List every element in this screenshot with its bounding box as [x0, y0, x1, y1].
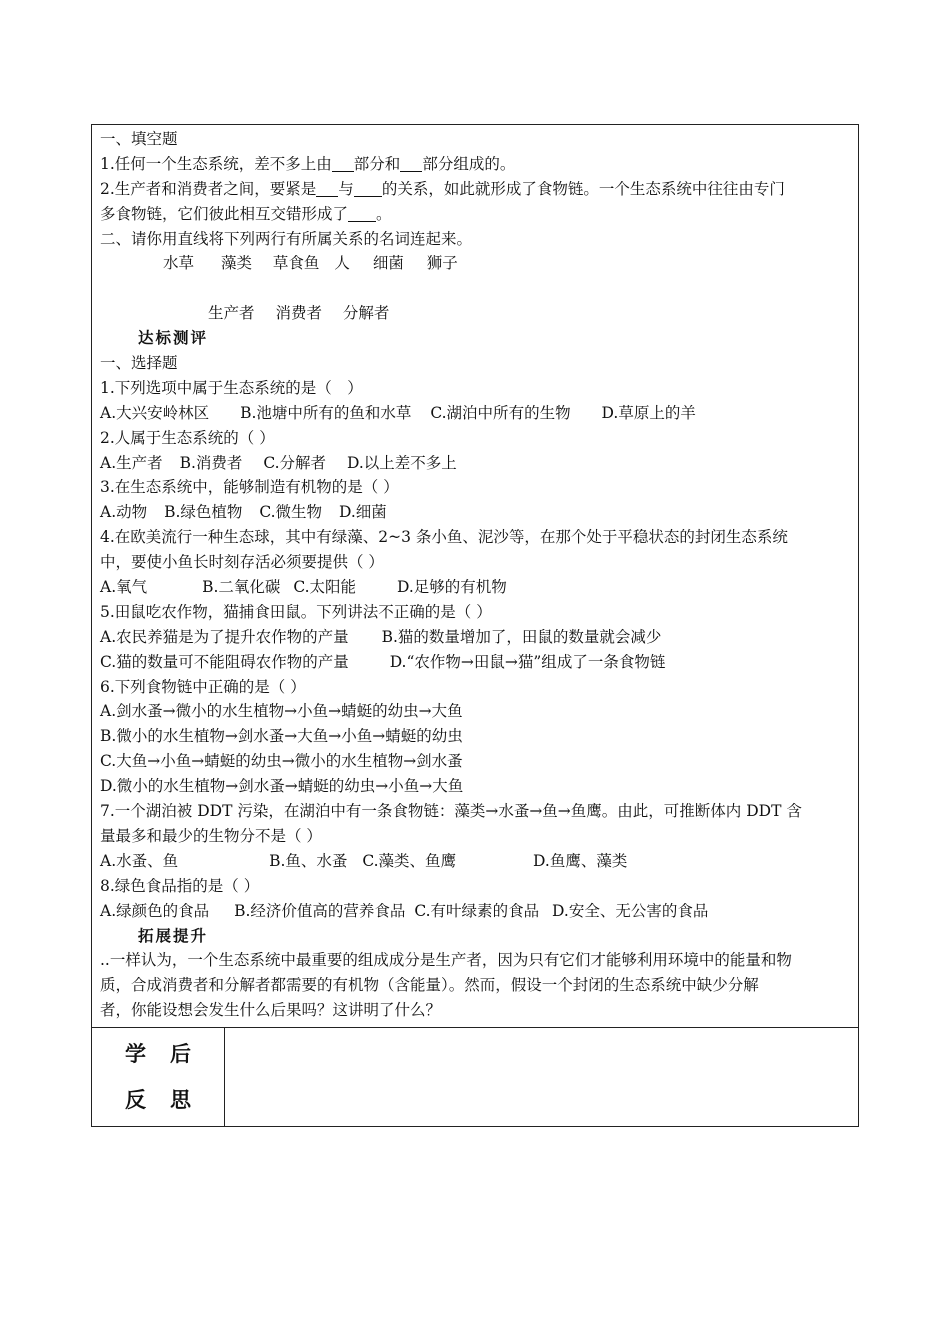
question-1: 1.下列选项中属于生态系统的是（ ）: [100, 378, 363, 397]
question-6: 6.下列食物链中正确的是（ ）: [100, 677, 306, 696]
question-5-options-cd: C.猫的数量可不能阻碍农作物的产量 D.“农作物→田鼠→猫”组成了一条食物链: [100, 652, 666, 671]
fill-blank-heading: 一、填空题: [100, 130, 178, 148]
question-4: 4.在欧美流行一种生态球，其中有绿藻、2~3 条小鱼、泥沙等，在那个处于平稳状态的封闭生态系统: [100, 528, 788, 547]
reflection-label: 学后 反思: [92, 1028, 225, 1126]
question-1-options: A.大兴安岭林区 B.池塘中所有的鱼和水草 C.湖泊中所有的生物 D.草原上的羊: [100, 403, 696, 422]
question-6-option-b: B.微小的水生植物→剑水蚤→大鱼→小鱼→蜻蜓的幼虫: [100, 727, 463, 746]
question-2-options: A.生产者 B.消费者 C.分解者 D.以上差不多上: [100, 453, 457, 472]
question-5: 5.田鼠吃农作物，猫捕食田鼠。下列讲法不正确的是（ ）: [100, 602, 492, 621]
question-4-cont: 中，要使小鱼长时刻存活必须要提供（ ）: [100, 553, 384, 572]
question-3-options: A.动物 B.绿色植物 C.微生物 D.细菌: [100, 503, 387, 522]
question-6-option-a: A.剑水蚤→微小的水生植物→小鱼→蜻蜓的幼虫→大鱼: [100, 702, 463, 721]
question-2: 2.人属于生态系统的（ ）: [100, 428, 275, 447]
question-6-option-c: C.大鱼→小鱼→蜻蜓的幼虫→微小的水生植物→剑水蚤: [100, 752, 463, 771]
answer-blank[interactable]: [354, 180, 382, 197]
matching-bottom-row: 生产者 消费者 分解者: [208, 304, 390, 323]
question-4-options: A.氧气 B.二氧化碳 C.太阳能 D.足够的有机物: [100, 578, 507, 597]
question-7-cont: 量最多和最少的生物分不是（ ）: [100, 826, 322, 845]
question-3: 3.在生态系统中，能够制造有机物的是（ ）: [100, 478, 399, 497]
extension-paragraph-3: 者，你能设想会发生什么后果吗？这讲明了什么？: [100, 1001, 442, 1020]
answer-blank[interactable]: [348, 205, 376, 222]
question-5-options-ab: A.农民养猫是为了提升农作物的产量 B.猫的数量增加了，田鼠的数量就会减少: [100, 627, 662, 646]
reflection-area[interactable]: [225, 1028, 858, 1126]
fill-blank-q2: 2.生产者和消费者之间，要紧是 与 的关系，如此就形成了食物链。一个生态系统中往往由专门: [100, 179, 785, 198]
fill-blank-q1: 1.任何一个生态系统，差不多上由 部分和 部分组成的。: [100, 154, 516, 173]
question-7-options: A.水蚤、鱼 B.鱼、水蚤 C.藻类、鱼鹰 D.鱼鹰、藻类: [100, 851, 628, 870]
matching-top-row: 水草 藻类 草食鱼 人 细菌 狮子: [163, 254, 458, 273]
answer-blank[interactable]: [332, 155, 354, 172]
choice-heading: 一、选择题: [100, 354, 178, 373]
assessment-title: 达标测评: [138, 328, 209, 348]
extension-paragraph-1: ..一样认为，一个生态系统中最重要的组成成分是生产者，因为只有它们才能够利用环境中的能量和物: [100, 951, 792, 970]
question-8: 8.绿色食品指的是（ ）: [100, 876, 260, 895]
content-cell: [92, 125, 858, 1028]
question-6-option-d: D.微小的水生植物→剑水蚤→蜻蜓的幼虫→小鱼→大鱼: [100, 777, 464, 796]
worksheet-table: [91, 124, 859, 1127]
answer-blank[interactable]: [400, 155, 422, 172]
reflection-row: [92, 1028, 858, 1126]
answer-blank[interactable]: [316, 180, 338, 197]
question-7: 7.一个湖泊被 DDT 污染，在湖泊中有一条食物链：藻类→水蚤→鱼→鱼鹰。由此，可推断体内 DDT 含: [100, 802, 802, 821]
extension-paragraph-2: 质，合成消费者和分解者都需要的有机物（含能量）。然而，假设一个封闭的生态系统中缺少分解: [100, 976, 759, 995]
question-8-options: A.绿颜色的食品 B.经济价值高的营养食品 C.有叶绿素的食品 D.安全、无公害的食品: [100, 901, 709, 920]
extension-title: 拓展提升: [138, 925, 209, 945]
matching-heading: 二、请你用直线将下列两行有所属关系的名词连起来。: [100, 229, 473, 248]
fill-blank-q2-cont: 多食物链，它们彼此相互交错形成了 。: [100, 204, 392, 223]
